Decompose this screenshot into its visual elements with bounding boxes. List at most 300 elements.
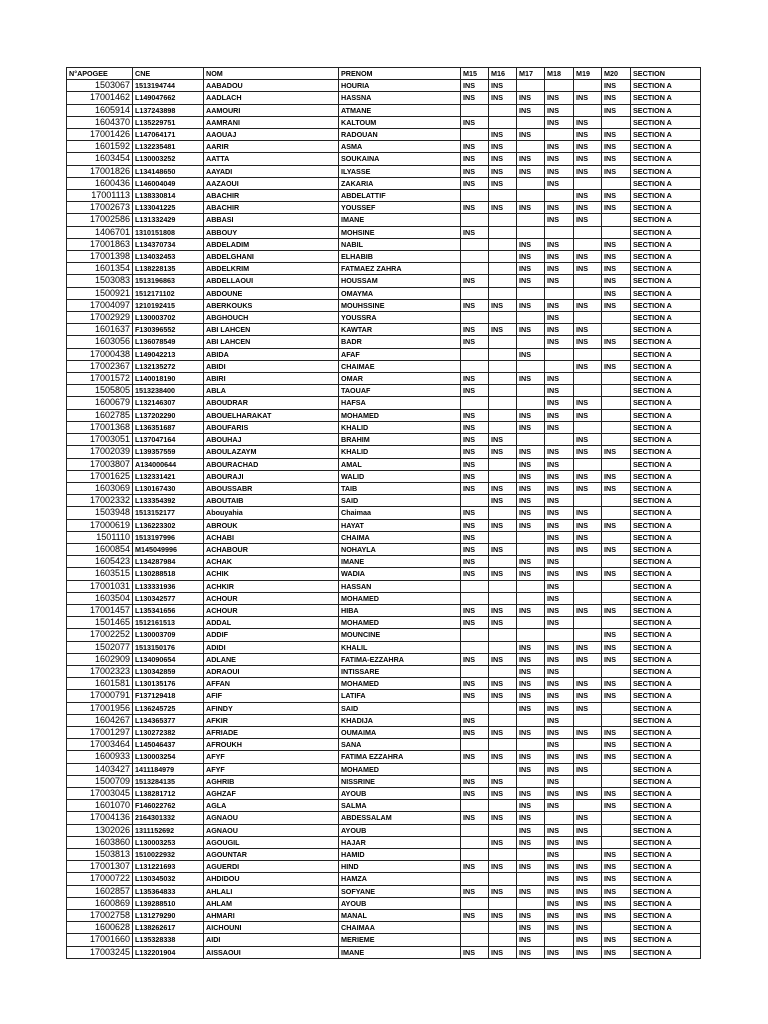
m16-cell — [489, 824, 517, 836]
nom-cell: AIDI — [204, 934, 339, 946]
m16-cell — [489, 800, 517, 812]
prenom-cell: Chaimaa — [339, 507, 461, 519]
cne-cell: L149042213 — [133, 348, 204, 360]
m17-cell: INS — [517, 202, 545, 214]
m15-cell: INS — [461, 336, 489, 348]
nom-cell: ABERKOUKS — [204, 299, 339, 311]
table-row — [67, 580, 701, 592]
m16-cell — [489, 470, 517, 482]
m15-cell — [461, 824, 489, 836]
m15-cell — [461, 592, 489, 604]
section-cell: SECTION A — [631, 324, 701, 336]
m20-cell: INS — [602, 446, 631, 458]
m18-cell: INS — [545, 421, 574, 433]
cne-cell: F137129418 — [133, 690, 204, 702]
m20-cell — [602, 348, 631, 360]
m17-cell — [517, 80, 545, 92]
apogee-cell: 17004136 — [67, 812, 133, 824]
prenom-cell: FATMAEZ ZAHRA — [339, 263, 461, 275]
m16-cell: INS — [489, 910, 517, 922]
cne-cell: L130272382 — [133, 726, 204, 738]
apogee-cell: 17002039 — [67, 446, 133, 458]
section-cell: SECTION A — [631, 849, 701, 861]
m16-cell — [489, 507, 517, 519]
prenom-cell: MANAL — [339, 910, 461, 922]
apogee-cell: 17004097 — [67, 299, 133, 311]
m18-cell: INS — [545, 678, 574, 690]
nom-cell: AFYF — [204, 763, 339, 775]
prenom-cell: HIBA — [339, 604, 461, 616]
m17-cell: INS — [517, 165, 545, 177]
col-header-prenom: PRENOM — [339, 68, 461, 80]
section-cell: SECTION A — [631, 373, 701, 385]
apogee-cell: 1604267 — [67, 714, 133, 726]
m19-cell — [574, 592, 602, 604]
m19-cell — [574, 226, 602, 238]
apogee-cell: 17000722 — [67, 873, 133, 885]
table-row — [67, 421, 701, 433]
m19-cell: INS — [574, 726, 602, 738]
cne-cell: L149047662 — [133, 92, 204, 104]
cne-cell: L138262617 — [133, 922, 204, 934]
m18-cell: INS — [545, 690, 574, 702]
m20-cell: INS — [602, 80, 631, 92]
m20-cell — [602, 458, 631, 470]
prenom-cell: KHADIJA — [339, 714, 461, 726]
col-header-m17: M17 — [517, 68, 545, 80]
m19-cell: INS — [574, 543, 602, 555]
col-header-m18: M18 — [545, 68, 574, 80]
m20-cell: INS — [602, 519, 631, 531]
m16-cell — [489, 714, 517, 726]
m18-cell: INS — [545, 263, 574, 275]
table-row — [67, 80, 701, 92]
table-row — [67, 104, 701, 116]
prenom-cell: CHAIMAA — [339, 922, 461, 934]
m20-cell — [602, 409, 631, 421]
m16-cell — [489, 360, 517, 372]
cne-cell: 1510022932 — [133, 849, 204, 861]
m19-cell: INS — [574, 299, 602, 311]
m17-cell: INS — [517, 726, 545, 738]
nom-cell: AGLA — [204, 800, 339, 812]
nom-cell: ACHOUR — [204, 592, 339, 604]
cne-cell: L138281712 — [133, 787, 204, 799]
m17-cell: INS — [517, 507, 545, 519]
col-header-nom: NOM — [204, 68, 339, 80]
m15-cell: INS — [461, 568, 489, 580]
m16-cell — [489, 263, 517, 275]
m15-cell: INS — [461, 409, 489, 421]
m20-cell: INS — [602, 482, 631, 494]
m18-cell: INS — [545, 910, 574, 922]
prenom-cell: NOHAYLA — [339, 543, 461, 555]
nom-cell: ABOUSSABR — [204, 482, 339, 494]
table-row — [67, 153, 701, 165]
m17-cell: INS — [517, 153, 545, 165]
m16-cell: INS — [489, 690, 517, 702]
cne-cell: 2164301332 — [133, 812, 204, 824]
m15-cell: INS — [461, 482, 489, 494]
prenom-cell: OMAYMA — [339, 287, 461, 299]
m19-cell: INS — [574, 897, 602, 909]
m16-cell: INS — [489, 543, 517, 555]
m15-cell — [461, 129, 489, 141]
m18-cell: INS — [545, 275, 574, 287]
apogee-cell: 17000619 — [67, 519, 133, 531]
m19-cell — [574, 373, 602, 385]
m20-cell: INS — [602, 568, 631, 580]
table-row — [67, 495, 701, 507]
m17-cell — [517, 873, 545, 885]
cne-cell: M145049996 — [133, 543, 204, 555]
m19-cell — [574, 312, 602, 324]
nom-cell: ABDELGHANI — [204, 251, 339, 263]
m19-cell: INS — [574, 214, 602, 226]
m17-cell — [517, 739, 545, 751]
m19-cell: INS — [574, 934, 602, 946]
m18-cell: INS — [545, 665, 574, 677]
m16-cell — [489, 458, 517, 470]
m20-cell — [602, 531, 631, 543]
m15-cell: INS — [461, 177, 489, 189]
m20-cell — [602, 617, 631, 629]
m17-cell: INS — [517, 665, 545, 677]
m17-cell: INS — [517, 482, 545, 494]
nom-cell: AFYF — [204, 751, 339, 763]
m17-cell: INS — [517, 934, 545, 946]
nom-cell: AFFAN — [204, 678, 339, 690]
apogee-cell: 1602909 — [67, 653, 133, 665]
table-row — [67, 287, 701, 299]
m17-cell — [517, 190, 545, 202]
section-cell: SECTION A — [631, 763, 701, 775]
m15-cell — [461, 922, 489, 934]
nom-cell: AFKIR — [204, 714, 339, 726]
m18-cell: INS — [545, 495, 574, 507]
section-cell: SECTION A — [631, 690, 701, 702]
prenom-cell: KHALID — [339, 446, 461, 458]
cne-cell: L147064171 — [133, 129, 204, 141]
m15-cell — [461, 763, 489, 775]
nom-cell: AHMARI — [204, 910, 339, 922]
prenom-cell: HAFSA — [339, 397, 461, 409]
prenom-cell: YOUSSRA — [339, 312, 461, 324]
m20-cell — [602, 434, 631, 446]
m17-cell: INS — [517, 861, 545, 873]
section-cell: SECTION A — [631, 531, 701, 543]
m18-cell — [545, 434, 574, 446]
prenom-cell: ZAKARIA — [339, 177, 461, 189]
m20-cell: INS — [602, 910, 631, 922]
m18-cell: INS — [545, 726, 574, 738]
m19-cell: INS — [574, 409, 602, 421]
m19-cell — [574, 385, 602, 397]
m20-cell — [602, 702, 631, 714]
m19-cell — [574, 275, 602, 287]
m15-cell — [461, 495, 489, 507]
m18-cell — [545, 80, 574, 92]
apogee-cell: 17002323 — [67, 665, 133, 677]
m19-cell — [574, 849, 602, 861]
section-cell: SECTION A — [631, 665, 701, 677]
m16-cell — [489, 287, 517, 299]
m17-cell: INS — [517, 824, 545, 836]
m20-cell — [602, 214, 631, 226]
m16-cell: INS — [489, 787, 517, 799]
apogee-cell: 1600869 — [67, 897, 133, 909]
prenom-cell: OUMAIMA — [339, 726, 461, 738]
m20-cell: INS — [602, 190, 631, 202]
section-cell: SECTION A — [631, 385, 701, 397]
table-row — [67, 434, 701, 446]
m19-cell — [574, 739, 602, 751]
apogee-cell: 1406701 — [67, 226, 133, 238]
apogee-cell: 1505805 — [67, 385, 133, 397]
table-row — [67, 141, 701, 153]
cne-cell: L135341656 — [133, 604, 204, 616]
m16-cell — [489, 238, 517, 250]
prenom-cell: HASSAN — [339, 580, 461, 592]
nom-cell: AGHZAF — [204, 787, 339, 799]
section-cell: SECTION A — [631, 824, 701, 836]
m19-cell: INS — [574, 263, 602, 275]
cne-cell: L135229751 — [133, 116, 204, 128]
nom-cell: ABBOUY — [204, 226, 339, 238]
m19-cell: INS — [574, 397, 602, 409]
m20-cell: INS — [602, 873, 631, 885]
table-row — [67, 397, 701, 409]
m20-cell: INS — [602, 299, 631, 311]
section-cell: SECTION A — [631, 190, 701, 202]
m19-cell — [574, 458, 602, 470]
m18-cell: INS — [545, 739, 574, 751]
m16-cell — [489, 739, 517, 751]
table-row — [67, 787, 701, 799]
section-cell: SECTION A — [631, 885, 701, 897]
m17-cell: INS — [517, 910, 545, 922]
m18-cell: INS — [545, 458, 574, 470]
nom-cell: AARIR — [204, 141, 339, 153]
nom-cell: ABROUK — [204, 519, 339, 531]
section-cell: SECTION A — [631, 629, 701, 641]
m15-cell: INS — [461, 92, 489, 104]
apogee-cell: 1605423 — [67, 556, 133, 568]
m17-cell — [517, 177, 545, 189]
nom-cell: ABI LAHCEN — [204, 324, 339, 336]
nom-cell: ABIDI — [204, 360, 339, 372]
m16-cell — [489, 251, 517, 263]
nom-cell: AFROUKH — [204, 739, 339, 751]
prenom-cell: SOUKAINA — [339, 153, 461, 165]
nom-cell: AGOUNTAR — [204, 849, 339, 861]
m17-cell: INS — [517, 556, 545, 568]
cne-cell: L132201904 — [133, 946, 204, 958]
nom-cell: ABACHIR — [204, 202, 339, 214]
m16-cell: INS — [489, 495, 517, 507]
nom-cell: Abouyahia — [204, 507, 339, 519]
m16-cell: INS — [489, 604, 517, 616]
m19-cell: INS — [574, 153, 602, 165]
apogee-cell: 17001113 — [67, 190, 133, 202]
m18-cell: INS — [545, 312, 574, 324]
apogee-cell: 17000438 — [67, 348, 133, 360]
table-row — [67, 690, 701, 702]
nom-cell: AATTA — [204, 153, 339, 165]
prenom-cell: NABIL — [339, 238, 461, 250]
m18-cell — [545, 129, 574, 141]
cne-cell: 1411184979 — [133, 763, 204, 775]
m15-cell: INS — [461, 885, 489, 897]
table-row — [67, 922, 701, 934]
m19-cell — [574, 665, 602, 677]
table-row — [67, 373, 701, 385]
m19-cell — [574, 421, 602, 433]
prenom-cell: CHAIMAE — [339, 360, 461, 372]
m15-cell: INS — [461, 775, 489, 787]
m20-cell: INS — [602, 629, 631, 641]
section-cell: SECTION A — [631, 421, 701, 433]
apogee-cell: 1403427 — [67, 763, 133, 775]
m18-cell: INS — [545, 165, 574, 177]
m15-cell: INS — [461, 617, 489, 629]
table-row — [67, 934, 701, 946]
nom-cell: AHLALI — [204, 885, 339, 897]
section-cell: SECTION A — [631, 714, 701, 726]
m16-cell: INS — [489, 141, 517, 153]
m17-cell: INS — [517, 519, 545, 531]
apogee-cell: 17002673 — [67, 202, 133, 214]
m18-cell: INS — [545, 641, 574, 653]
apogee-cell: 1600854 — [67, 543, 133, 555]
cne-cell: 1513238400 — [133, 385, 204, 397]
apogee-cell: 1602785 — [67, 409, 133, 421]
m20-cell — [602, 421, 631, 433]
nom-cell: AGNAOU — [204, 824, 339, 836]
m16-cell — [489, 409, 517, 421]
m19-cell: INS — [574, 251, 602, 263]
apogee-cell: 1600628 — [67, 922, 133, 934]
m15-cell: INS — [461, 543, 489, 555]
m16-cell: INS — [489, 129, 517, 141]
m15-cell — [461, 251, 489, 263]
prenom-cell: IMANE — [339, 556, 461, 568]
section-cell: SECTION A — [631, 80, 701, 92]
m16-cell — [489, 190, 517, 202]
m20-cell — [602, 775, 631, 787]
cne-cell: L132135272 — [133, 360, 204, 372]
table-row — [67, 543, 701, 555]
m19-cell: INS — [574, 129, 602, 141]
m19-cell — [574, 348, 602, 360]
apogee-cell: 1604370 — [67, 116, 133, 128]
m19-cell: INS — [574, 324, 602, 336]
m20-cell — [602, 592, 631, 604]
m20-cell: INS — [602, 287, 631, 299]
section-cell: SECTION A — [631, 177, 701, 189]
apogee-cell: 1500709 — [67, 775, 133, 787]
section-cell: SECTION A — [631, 641, 701, 653]
prenom-cell: SAID — [339, 702, 461, 714]
m15-cell: INS — [461, 556, 489, 568]
m20-cell — [602, 665, 631, 677]
m15-cell — [461, 934, 489, 946]
nom-cell: ABOURACHAD — [204, 458, 339, 470]
m16-cell — [489, 629, 517, 641]
cne-cell: L139357559 — [133, 446, 204, 458]
m20-cell: INS — [602, 153, 631, 165]
prenom-cell: HIND — [339, 861, 461, 873]
apogee-cell: 17002586 — [67, 214, 133, 226]
section-cell: SECTION A — [631, 592, 701, 604]
m18-cell: INS — [545, 653, 574, 665]
section-cell: SECTION A — [631, 800, 701, 812]
m18-cell: INS — [545, 519, 574, 531]
nom-cell: ADLANE — [204, 653, 339, 665]
prenom-cell: ABDESSALAM — [339, 812, 461, 824]
prenom-cell: MOUNCINE — [339, 629, 461, 641]
section-cell: SECTION A — [631, 263, 701, 275]
section-cell: SECTION A — [631, 482, 701, 494]
section-cell: SECTION A — [631, 397, 701, 409]
m18-cell: INS — [545, 800, 574, 812]
m18-cell — [545, 348, 574, 360]
prenom-cell: NISSRINE — [339, 775, 461, 787]
table-body — [67, 80, 701, 959]
prenom-cell: AYOUB — [339, 897, 461, 909]
cne-cell: A134000644 — [133, 458, 204, 470]
apogee-cell: 17003245 — [67, 946, 133, 958]
m19-cell: INS — [574, 519, 602, 531]
m15-cell: INS — [461, 812, 489, 824]
m18-cell: INS — [545, 507, 574, 519]
m15-cell — [461, 263, 489, 275]
m16-cell — [489, 226, 517, 238]
prenom-cell: SALMA — [339, 800, 461, 812]
section-cell: SECTION A — [631, 336, 701, 348]
prenom-cell: MERIEME — [339, 934, 461, 946]
m18-cell: INS — [545, 580, 574, 592]
m16-cell: INS — [489, 165, 517, 177]
m18-cell: INS — [545, 238, 574, 250]
table-row — [67, 702, 701, 714]
section-cell: SECTION A — [631, 787, 701, 799]
m15-cell: INS — [461, 373, 489, 385]
m17-cell: INS — [517, 275, 545, 287]
table-row — [67, 263, 701, 275]
m18-cell: INS — [545, 714, 574, 726]
m15-cell — [461, 873, 489, 885]
m17-cell: INS — [517, 702, 545, 714]
m15-cell: INS — [461, 434, 489, 446]
m20-cell — [602, 397, 631, 409]
nom-cell: ABDOUNE — [204, 287, 339, 299]
m18-cell: INS — [545, 836, 574, 848]
header-row — [67, 68, 701, 80]
m18-cell: INS — [545, 397, 574, 409]
table-row — [67, 897, 701, 909]
m17-cell: INS — [517, 800, 545, 812]
m17-cell — [517, 312, 545, 324]
cne-cell: L132146307 — [133, 397, 204, 409]
m19-cell — [574, 629, 602, 641]
apogee-cell: 1603860 — [67, 836, 133, 848]
m18-cell: INS — [545, 251, 574, 263]
m18-cell: INS — [545, 446, 574, 458]
m15-cell — [461, 190, 489, 202]
cne-cell: L136351687 — [133, 421, 204, 433]
m15-cell — [461, 665, 489, 677]
